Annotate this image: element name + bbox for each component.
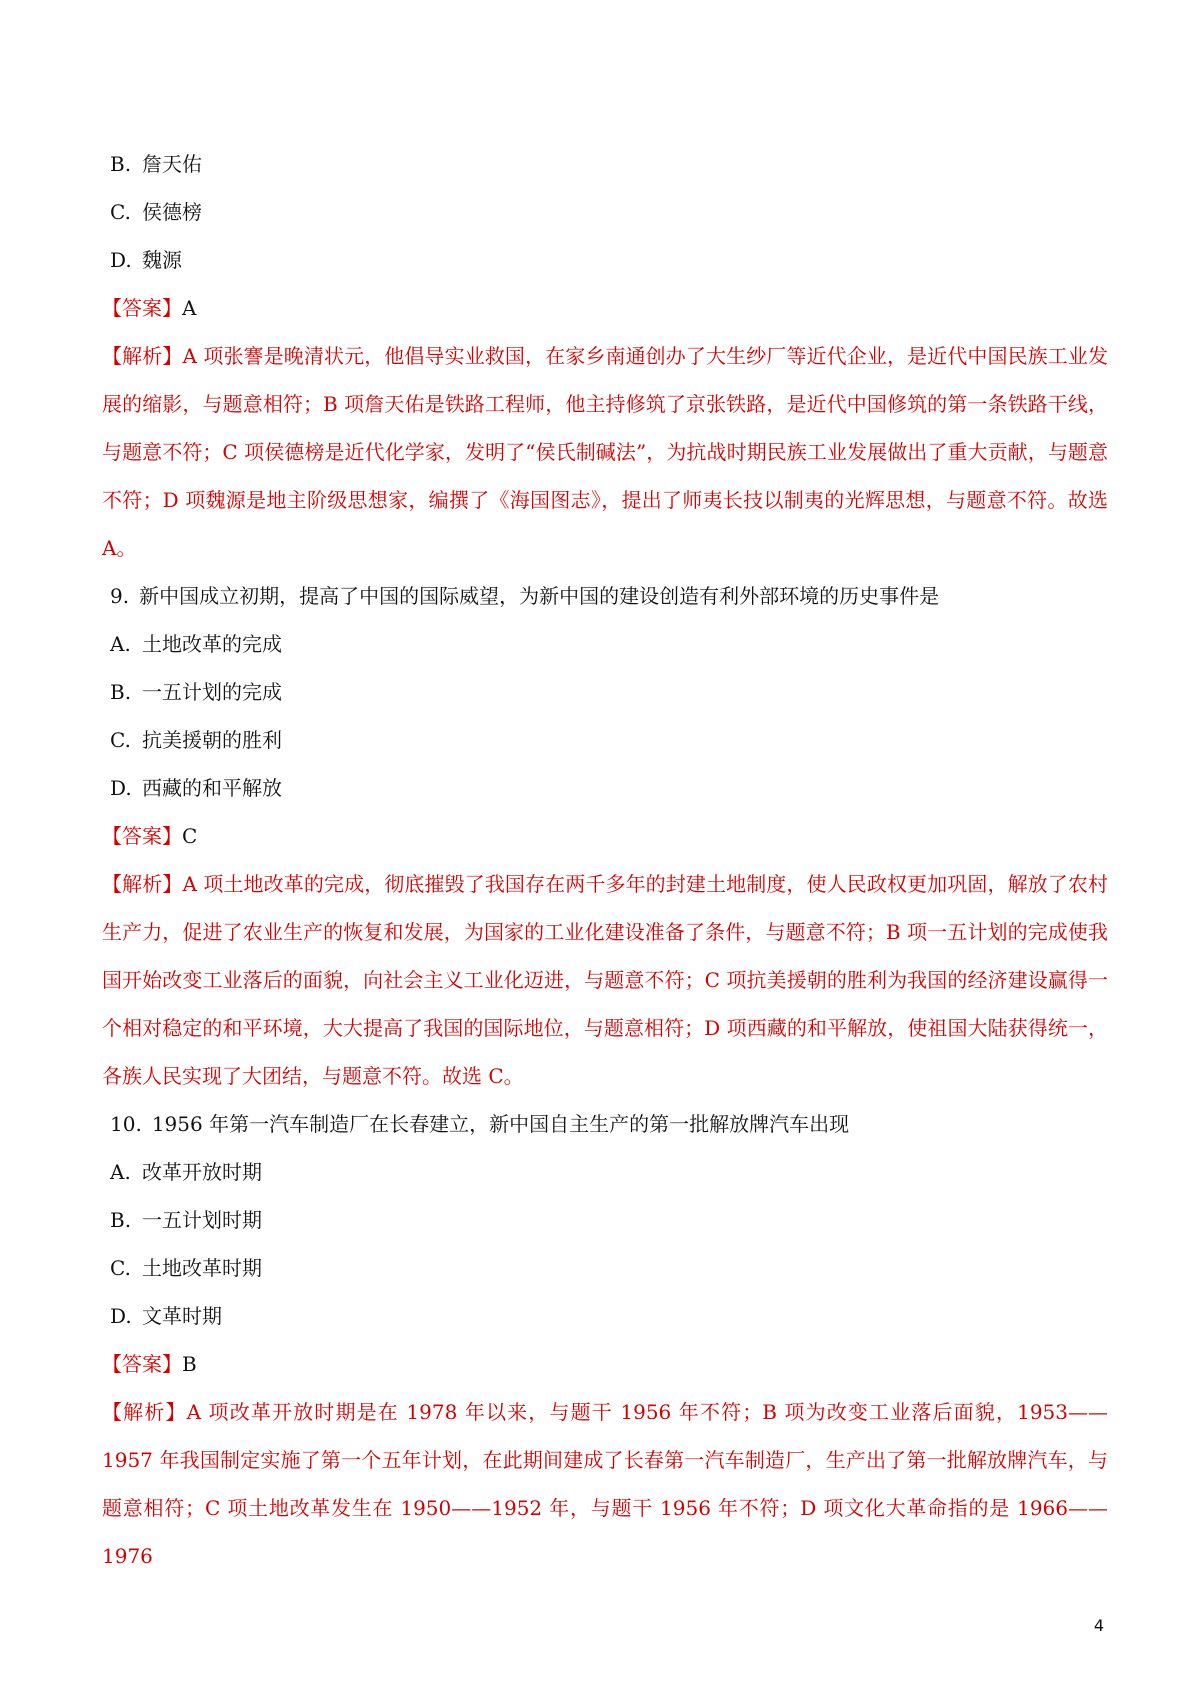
q9-answer bbox=[102, 812, 1100, 860]
q9-stem bbox=[110, 572, 1100, 620]
analysis-text: A 项土地改革的完成，彻底摧毁了我国存在两千多年的封建土地制度，使人民政权更加巩固，解放了农村生产力，促进了农业生产的恢复和发展，为国家的工业化建设准备了条件，与题意不符；B 项一五计划的完成使我国开始改变工业落后的面貌，向社会主义工业化迈进，与题意不符；C 项抗美援朝的胜利为我国的经济建设赢得一个相对稳定的和平环境，大大提高了我国的国际地位，与题意相符；D 项西藏的和平解放，使祖国大陆获得统一，各族人民实现了大团结，与题意不符。故选 C。 bbox=[102, 872, 1109, 1088]
option-letter: C. bbox=[110, 728, 131, 752]
analysis-text: A 项张謇是晚清状元，他倡导实业救国，在家乡南通创办了大生纱厂等近代企业，是近代中国民族工业发展的缩影，与题意相符；B 项詹天佑是铁路工程师，他主持修筑了京张铁路，是近代中国修筑的第一条铁路干线，与题意不符；C 项侯德榜是近代化学家，发明了“侯氏制碱法”，为抗战时期民族工业发展做出了重大贡献，与题意不符；D 项魏源是地主阶级思想家，编撰了《海国图志》，提出了师夷长技以制夷的光辉思想，与题意不符。故选 A。 bbox=[102, 344, 1109, 560]
q10-stem bbox=[110, 1100, 1100, 1148]
question-text: 1956 年第一汽车制造厂在长春建立，新中国自主生产的第一批解放牌汽车出现 bbox=[151, 1112, 850, 1136]
q9-option-b bbox=[110, 668, 1100, 716]
option-letter: B. bbox=[110, 1208, 132, 1232]
option-letter: A. bbox=[110, 1160, 131, 1184]
q9-option-d bbox=[110, 764, 1100, 812]
option-letter: A. bbox=[110, 632, 131, 656]
analysis-text: A 项改革开放时期是在 1978 年以来，与题干 1956 年不符；B 项为改变工业落后面貌，1953——1957 年我国制定实施了第一个五年计划，在此期间建成了长春第一汽车制造厂，生产出了第一批解放牌汽车，与题意相符；C 项土地改革发生在 1950——1952 年，与题干 1956 年不符；D 项文化大革命指的是 1966——1976 bbox=[102, 1400, 1109, 1568]
option-letter: B. bbox=[110, 680, 132, 704]
option-text: 文革时期 bbox=[142, 1304, 222, 1328]
question-number: 9. bbox=[110, 584, 130, 608]
option-text: 西藏的和平解放 bbox=[142, 776, 282, 800]
option-letter: B. bbox=[110, 152, 132, 176]
answer-label: 【答案】 bbox=[102, 1352, 182, 1376]
q9-analysis bbox=[102, 860, 1108, 1100]
q8-answer bbox=[102, 284, 1100, 332]
option-letter: D. bbox=[110, 248, 132, 272]
option-letter: D. bbox=[110, 1304, 132, 1328]
option-text: 抗美援朝的胜利 bbox=[142, 728, 282, 752]
question-number: 10. bbox=[110, 1112, 142, 1136]
option-text: 改革开放时期 bbox=[142, 1160, 262, 1184]
answer-label: 【答案】 bbox=[102, 296, 182, 320]
option-text: 一五计划时期 bbox=[142, 1208, 262, 1232]
q9-option-a bbox=[110, 620, 1100, 668]
q9-option-c bbox=[110, 716, 1100, 764]
q10-answer bbox=[102, 1340, 1100, 1388]
q8-option-d bbox=[110, 236, 1100, 284]
analysis-label: 【解析】 bbox=[102, 344, 183, 368]
q10-option-c bbox=[110, 1244, 1100, 1292]
q10-option-d bbox=[110, 1292, 1100, 1340]
analysis-label: 【解析】 bbox=[102, 1400, 187, 1424]
q8-option-b bbox=[110, 140, 1100, 188]
q10-option-b bbox=[110, 1196, 1100, 1244]
answer-value: A bbox=[182, 296, 197, 320]
q8-analysis bbox=[102, 332, 1108, 572]
q10-analysis bbox=[102, 1388, 1108, 1580]
option-text: 土地改革时期 bbox=[142, 1256, 262, 1280]
question-text: 新中国成立初期，提高了中国的国际威望，为新中国的建设创造有利外部环境的历史事件是 bbox=[139, 584, 940, 608]
option-letter: C. bbox=[110, 1256, 131, 1280]
page-number: 4 bbox=[1093, 1616, 1104, 1635]
option-letter: D. bbox=[110, 776, 132, 800]
option-text: 侯德榜 bbox=[142, 200, 202, 224]
q10-option-a bbox=[110, 1148, 1100, 1196]
option-text: 詹天佑 bbox=[142, 152, 202, 176]
option-letter: C. bbox=[110, 200, 131, 224]
answer-value: C bbox=[182, 824, 198, 848]
option-text: 土地改革的完成 bbox=[142, 632, 282, 656]
answer-value: B bbox=[182, 1352, 197, 1376]
option-text: 魏源 bbox=[142, 248, 182, 272]
answer-label: 【答案】 bbox=[102, 824, 182, 848]
analysis-label: 【解析】 bbox=[102, 872, 183, 896]
document-page bbox=[102, 140, 1109, 1580]
option-text: 一五计划的完成 bbox=[142, 680, 282, 704]
q8-option-c bbox=[110, 188, 1100, 236]
